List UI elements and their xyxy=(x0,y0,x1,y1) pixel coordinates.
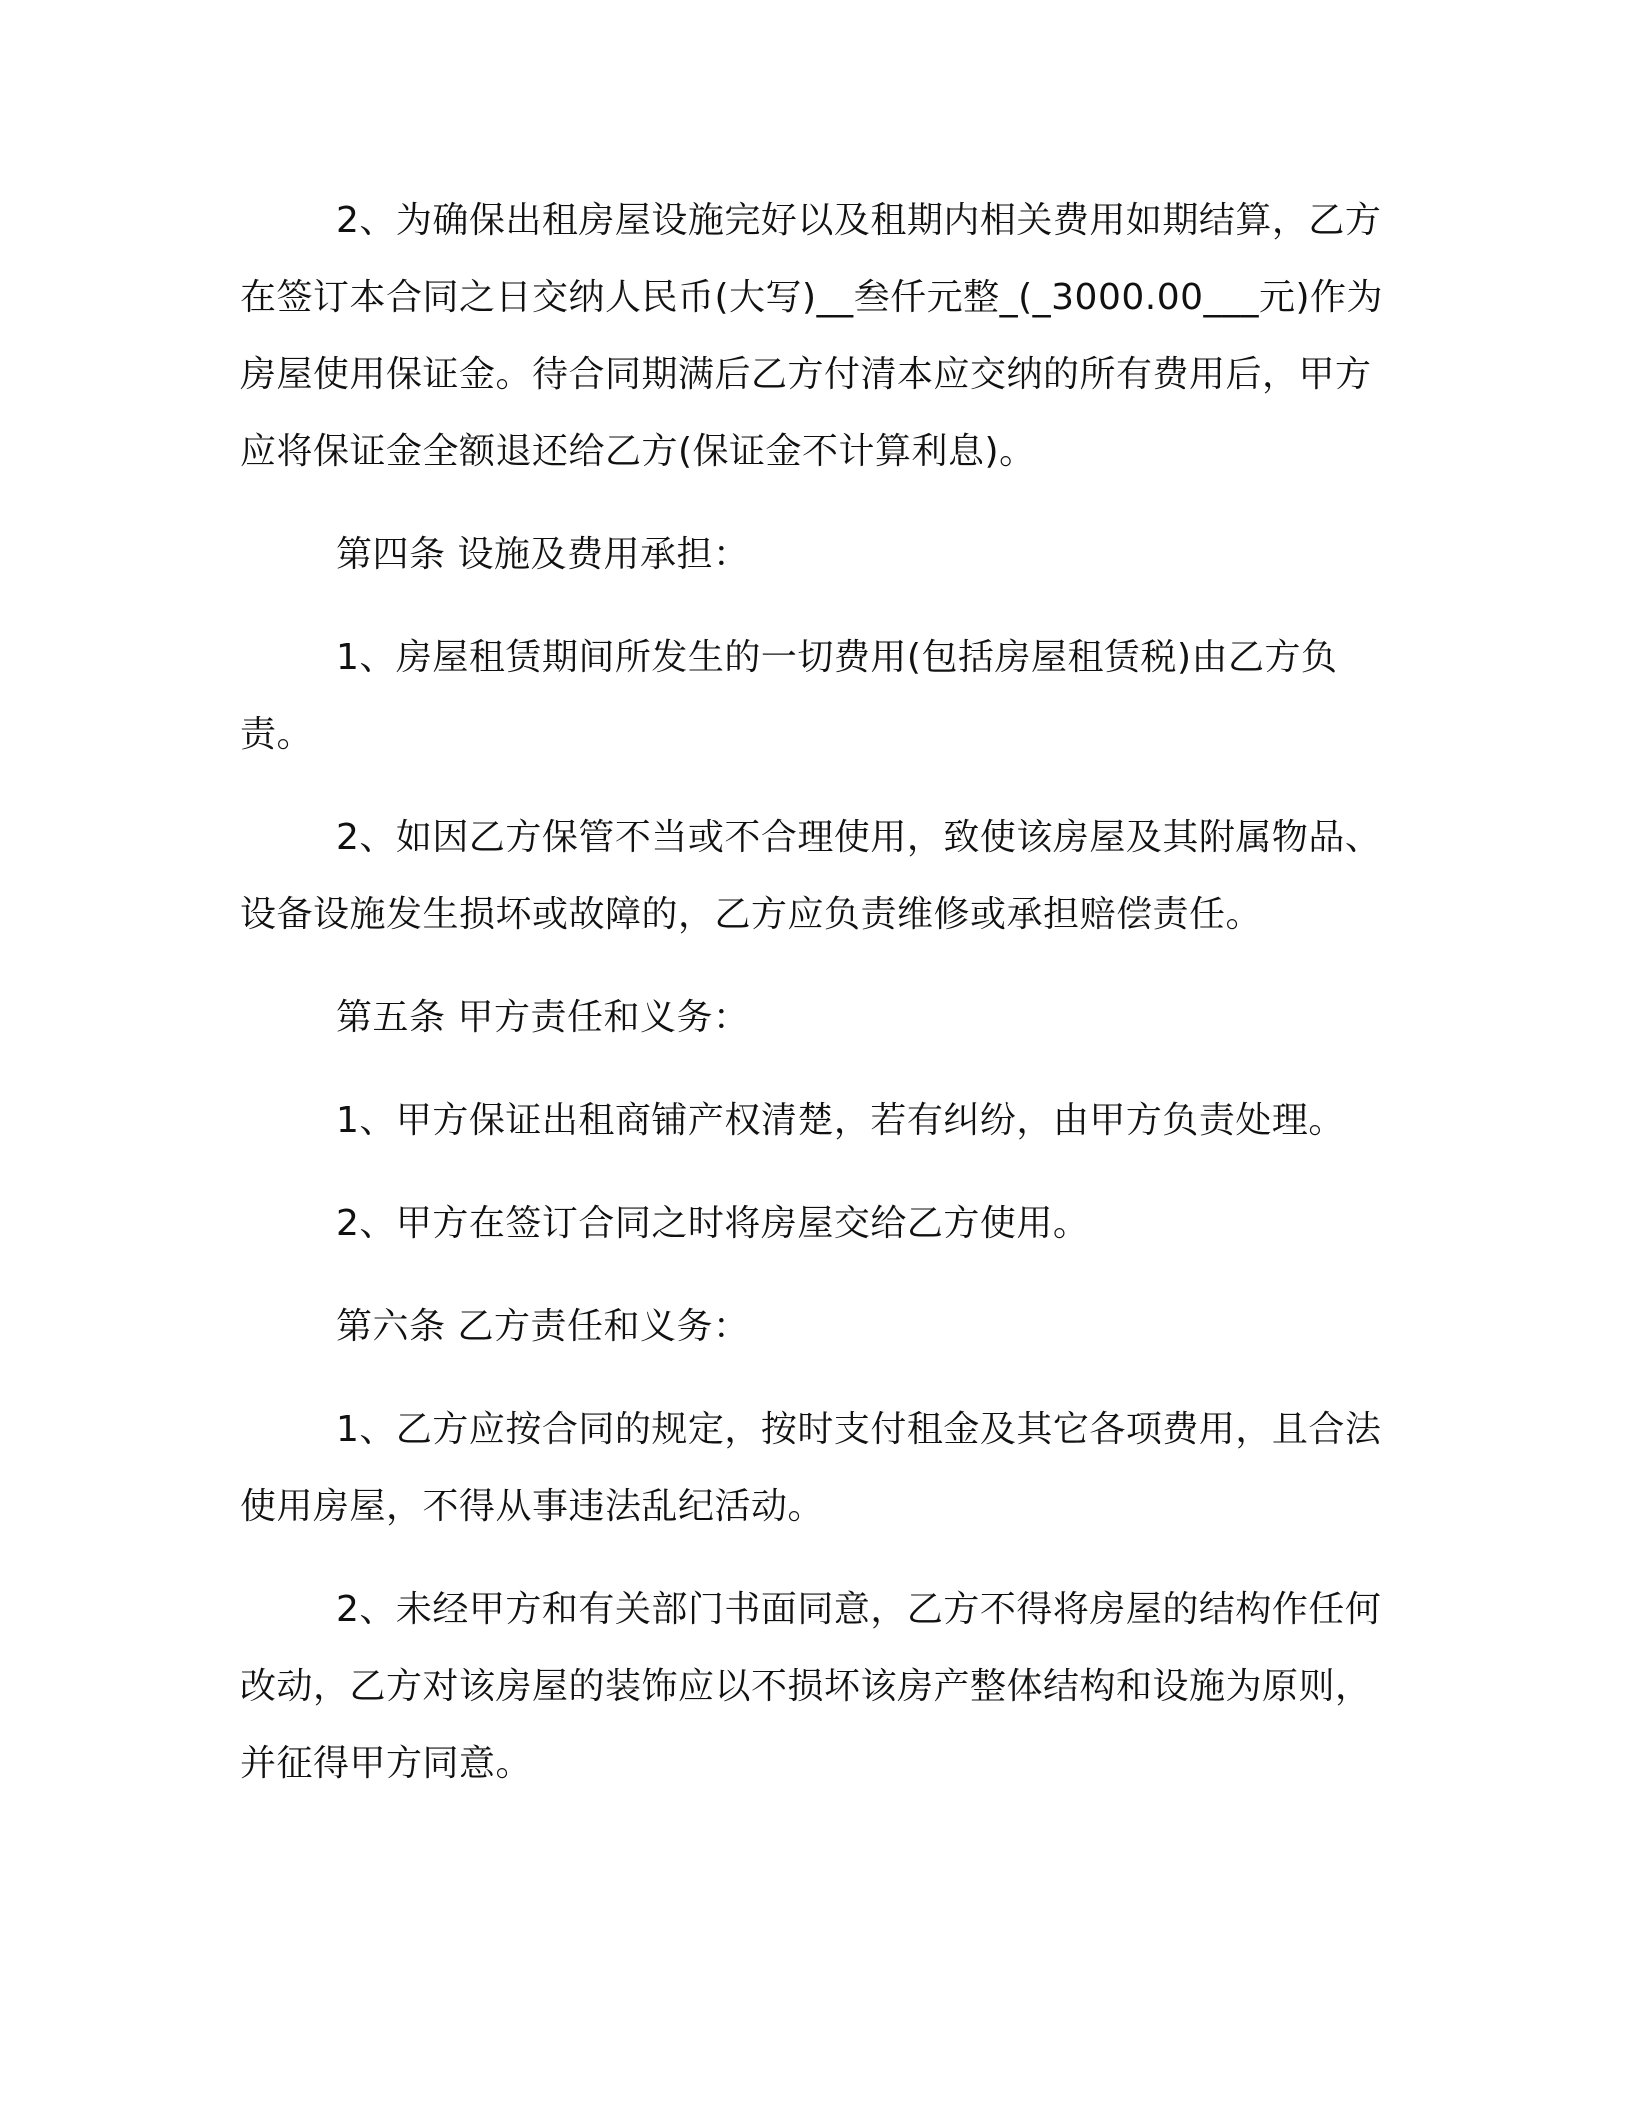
document-body xyxy=(240,182,1400,1828)
article-4-item-2: 2、如因乙方保管不当或不合理使用，致使该房屋及其附属物品、设备设施发生损坏或故障的，乙方应负责维修或承担赔偿责任。 xyxy=(240,817,1382,935)
article-5-item-1: 1、甲方保证出租商铺产权清楚，若有纠纷，由甲方负责处理。 xyxy=(336,1100,1345,1141)
article-4-heading: 第四条 设施及费用承担： xyxy=(336,534,750,575)
article-6-item-1: 1、乙方应按合同的规定，按时支付租金及其它各项费用，且合法使用房屋，不得从事违法乱纪活动。 xyxy=(240,1409,1382,1527)
clause-3-item-2: 2、为确保出租房屋设施完好以及租期内相关费用如期结算，乙方在签订本合同之日交纳人民币(大写)__叁仟元整_(_3000.00___元)作为房屋使用保证金。待合同期满后乙方付清本应交纳的所有费用后，甲方应将保证金全额退还给乙方(保证金不计算利息)。 xyxy=(240,200,1384,472)
article-5-item-2: 2、甲方在签订合同之时将房屋交给乙方使用。 xyxy=(336,1203,1090,1244)
article-4-item-1: 1、房屋租赁期间所发生的一切费用(包括房屋租赁税)由乙方负责。 xyxy=(240,637,1338,755)
article-6-item-2: 2、未经甲方和有关部门书面同意，乙方不得将房屋的结构作任何改动，乙方对该房屋的装饰应以不损坏该房产整体结构和设施为原则，并征得甲方同意。 xyxy=(240,1589,1382,1784)
article-6-heading: 第六条 乙方责任和义务： xyxy=(336,1306,750,1347)
article-5-heading: 第五条 甲方责任和义务： xyxy=(336,997,750,1038)
